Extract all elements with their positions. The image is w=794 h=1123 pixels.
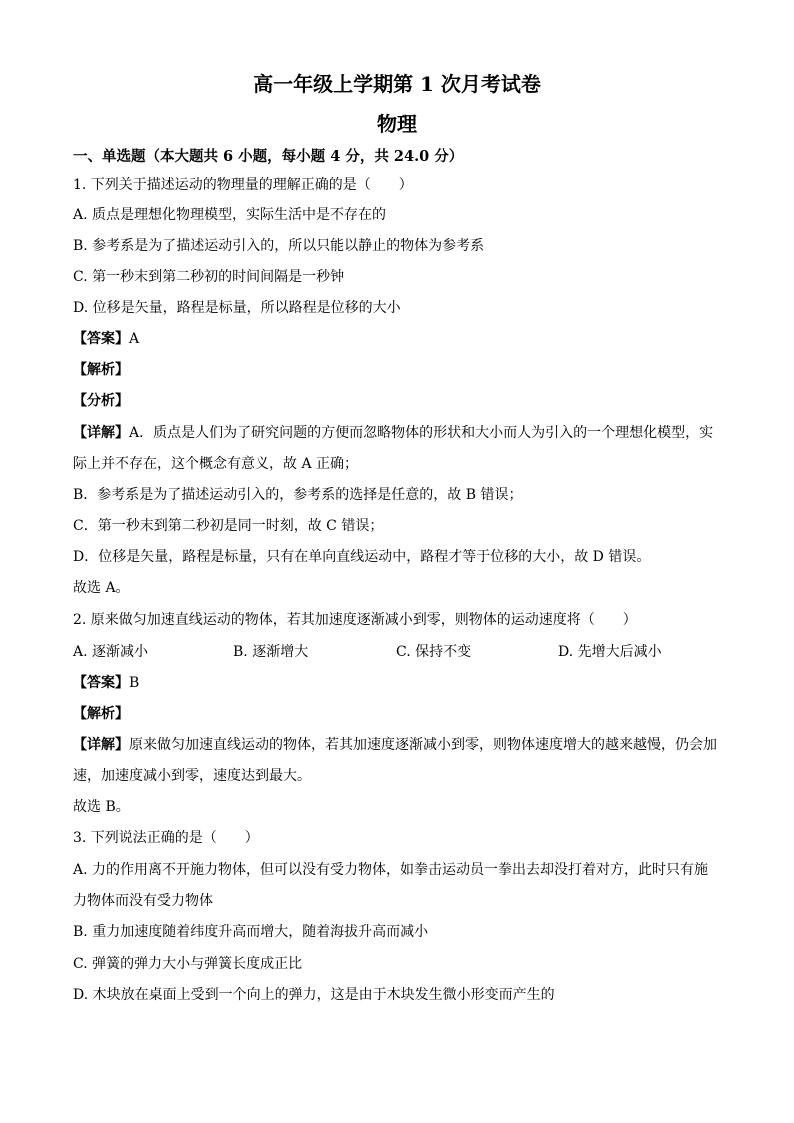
q3-stem: 3. 下列说法正确的是（ ） [73, 830, 259, 846]
q1-detail-line-4: C．第一秒末到第二秒初是同一时刻，故 C 错误； [73, 518, 384, 534]
q1-option-d: D. 位移是矢量，路程是标量，所以路程是位移的大小 [73, 300, 401, 316]
q3-option-c: C. 弹簧的弹力大小与弹簧长度成正比 [73, 956, 303, 972]
q3-option-b: B. 重力加速度随着纬度升高而增大，随着海拔升高而减小 [73, 924, 429, 940]
answer-label: 【答案】 [73, 331, 129, 347]
q1-stem: 1. 下列关于描述运动的物理量的理解正确的是（ ） [73, 177, 413, 193]
subject-title: 物理 [377, 112, 417, 136]
q1-fenxi-label: 【分析】 [73, 393, 129, 409]
detail-text: 原来做匀加速直线运动的物体，若其加速度逐渐减小到零，则物体速度增大的越来越慢，仍会加 [129, 737, 717, 753]
q2-option-d: D. 先增大后减小 [558, 644, 662, 660]
q1-option-a: A. 质点是理想化物理模型，实际生活中是不存在的 [73, 207, 387, 223]
q3-option-d: D. 木块放在桌面上受到一个向上的弹力，这是由于木块发生微小形变而产生的 [73, 987, 555, 1003]
answer-value: A [129, 331, 140, 347]
q3-option-a-cont: 力物体而没有受力物体 [73, 893, 213, 909]
answer-value: B [129, 675, 140, 691]
q2-stem: 2. 原来做匀加速直线运动的物体，若其加速度逐渐减小到零，则物体的运动速度将（ ） [73, 612, 637, 628]
q1-answer [73, 330, 139, 348]
detail-label: 【详解】 [73, 425, 129, 441]
q1-analysis-label: 【解析】 [73, 362, 129, 378]
q1-detail-line-3: B．参考系是为了描述运动引入的，参考系的选择是任意的，故 B 错误； [73, 487, 523, 503]
q2-option-b: B. 逐渐增大 [233, 644, 309, 660]
q2-conclusion: 故选 B。 [73, 799, 130, 815]
q2-detail-line [73, 736, 717, 754]
q3-option-a: A. 力的作用离不开施力物体，但可以没有受力物体，如拳击运动员一拳出去却没打着对方，此时只有施 [73, 862, 709, 878]
q1-detail-line [73, 424, 713, 442]
detail-label: 【详解】 [73, 737, 129, 753]
q1-conclusion: 故选 A。 [73, 580, 130, 596]
detail-text: A．质点是人们为了研究问题的方便而忽略物体的形状和大小而人为引入的一个理想化模型，实 [129, 425, 714, 441]
q2-option-c: C. 保持不变 [396, 644, 472, 660]
q2-analysis-label: 【解析】 [73, 706, 129, 722]
q2-detail-line-2: 速，加速度减小到零，速度达到最大。 [73, 768, 311, 784]
q1-detail-line-5: D．位移是矢量，路程是标量，只有在单向直线运动中，路程才等于位移的大小，故 D 错误。 [73, 549, 651, 565]
q1-detail-line-2: 际上并不存在，这个概念有意义，故 A 正确； [73, 456, 359, 472]
q1-option-b: B. 参考系是为了描述运动引入的，所以只能以静止的物体为参考系 [73, 238, 485, 254]
q2-option-a: A. 逐渐减小 [73, 644, 149, 660]
exam-title: 高一年级上学期第 1 次月考试卷 [253, 72, 541, 96]
section-heading: 一、单选题（本大题共 6 小题，每小题 4 分，共 24.0 分） [73, 148, 464, 165]
q1-option-c: C. 第一秒末到第二秒初的时间间隔是一秒钟 [73, 269, 345, 285]
q2-answer [73, 674, 139, 692]
answer-label: 【答案】 [73, 675, 129, 691]
